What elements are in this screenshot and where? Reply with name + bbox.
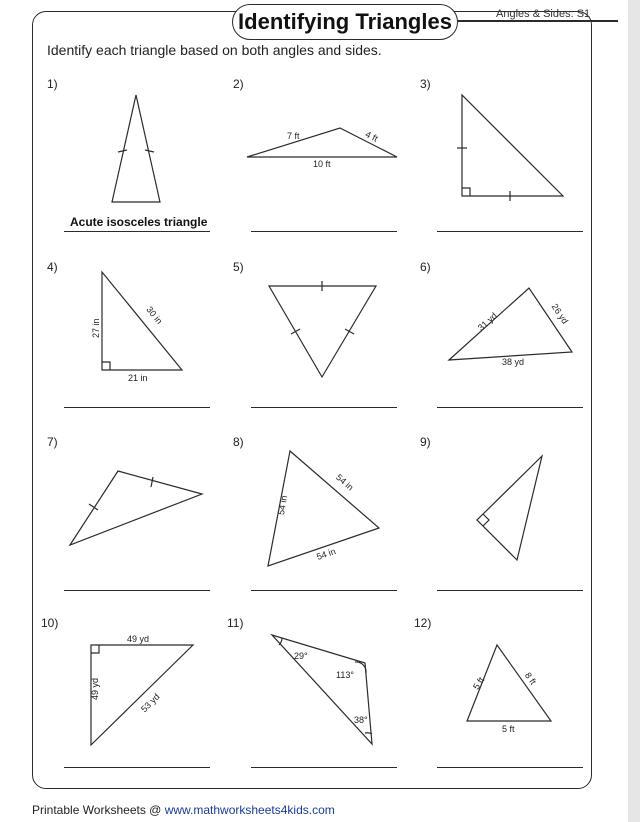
problem-2-label-c: 10 ft — [313, 159, 331, 169]
problem-1-answer: Acute isosceles triangle — [70, 215, 208, 229]
triangle-7 — [70, 471, 202, 545]
problem-12-label-c: 5 ft — [502, 724, 515, 734]
triangle-3 — [462, 95, 563, 196]
problem-11-label-a: 29° — [294, 651, 308, 661]
problem-6-label-a: 31 yd — [475, 310, 499, 333]
problem-2-number: 2) — [233, 77, 244, 91]
problem-4-label-a: 27 in — [91, 318, 101, 338]
tick-mark — [118, 150, 127, 152]
worksheet-code-badge: Angles & Sides: S1 — [496, 8, 591, 20]
triangle-1 — [112, 95, 160, 202]
angle-arc — [365, 733, 372, 734]
problem-7-number: 7) — [47, 435, 58, 449]
triangle-11 — [272, 635, 372, 744]
problem-6-label-c: 38 yd — [502, 357, 525, 367]
problem-4-label-b: 30 in — [144, 304, 165, 326]
problem-1-number: 1) — [47, 77, 58, 91]
right-angle-mark — [91, 645, 99, 653]
problem-12-number: 12) — [414, 616, 432, 630]
problem-6-label-b: 26 yd — [549, 301, 571, 326]
problem-9-number: 9) — [420, 435, 431, 449]
problem-8-label-a: 54 in — [275, 494, 290, 516]
problem-10-label-a: 49 yd — [127, 634, 150, 644]
problem-10-label-c: 53 yd — [138, 691, 162, 715]
problem-2-label-b: 4 ft — [363, 129, 380, 144]
problem-11-label-c: 38° — [354, 715, 368, 725]
problem-10-number: 10) — [41, 616, 59, 630]
instructions-text: Identify each triangle based on both angles and sides. — [47, 42, 382, 58]
problem-12-label-b: 8 ft — [522, 670, 539, 687]
problem-3-number: 3) — [420, 77, 431, 91]
angle-arc — [355, 662, 366, 673]
footer — [32, 803, 335, 817]
problem-2-label-a: 7 ft — [287, 131, 300, 141]
right-angle-mark — [483, 514, 489, 526]
problem-11-number: 11) — [227, 616, 244, 630]
footer-prefix: Printable Worksheets @ — [32, 803, 165, 817]
problem-12-label-a: 5 ft — [471, 675, 487, 692]
problem-6-number: 6) — [420, 260, 431, 274]
problem-8-number: 8) — [233, 435, 244, 449]
problem-11-label-b: 113° — [336, 670, 354, 680]
triangle-4 — [102, 272, 182, 370]
right-angle-mark — [102, 362, 110, 370]
tick-mark — [151, 477, 153, 487]
triangle-6 — [449, 288, 572, 360]
footer-url-link[interactable]: www.mathworksheets4kids.com — [164, 803, 335, 817]
triangle-9 — [477, 456, 542, 560]
problem-10-label-b: 49 yd — [90, 677, 100, 700]
triangle-10 — [91, 645, 193, 745]
triangle-5 — [269, 286, 376, 377]
problem-8-label-c: 54 in — [315, 546, 337, 562]
problem-4-label-c: 21 in — [128, 373, 148, 383]
problem-8-label-b: 54 in — [334, 472, 356, 493]
tick-mark — [145, 150, 154, 152]
worksheet-title: Identifying Triangles — [232, 4, 458, 40]
angle-arc — [279, 638, 282, 645]
problem-4-number: 4) — [47, 260, 58, 274]
problem-5-number: 5) — [233, 260, 244, 274]
right-angle-mark — [462, 188, 470, 196]
tick-mark — [291, 329, 300, 334]
